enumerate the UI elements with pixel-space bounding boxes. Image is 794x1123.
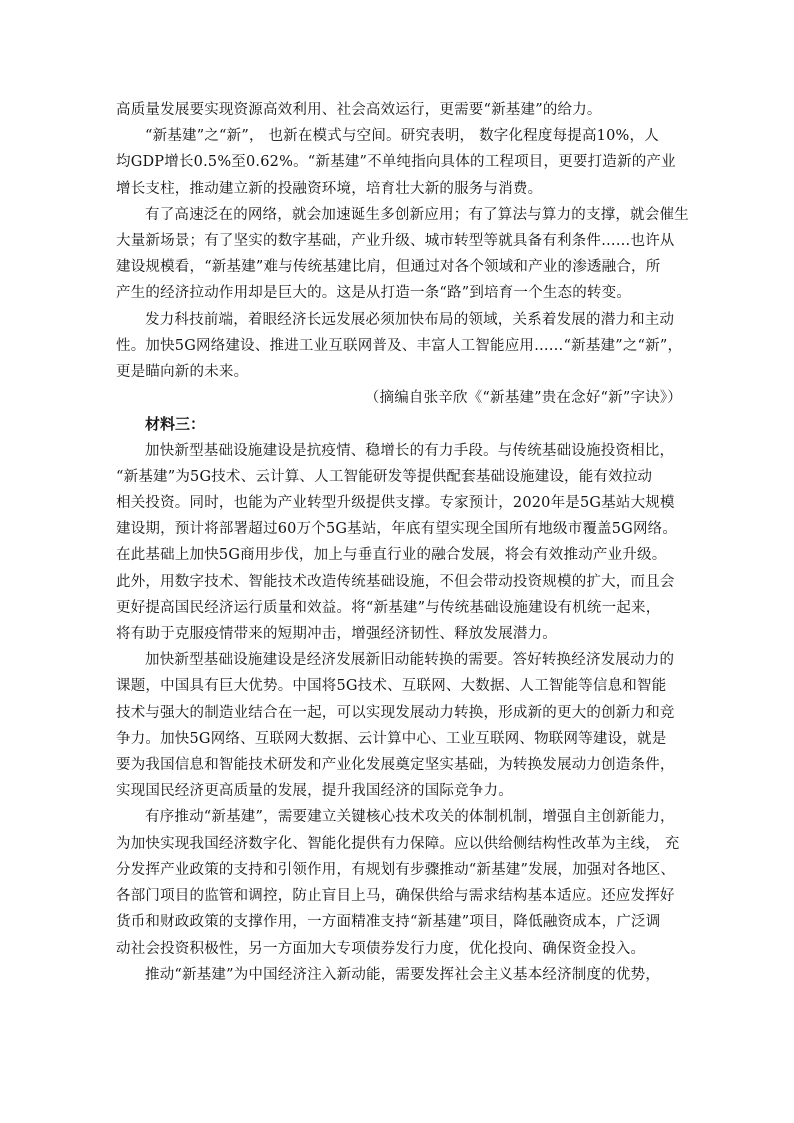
paragraph-line: 推动“新基建”为中国经济注入新动能，需要发挥社会主义基本经济制度的优势， (145, 966, 661, 983)
paragraph-line: 产生的经济拉动作用却是巨大的。这是从打造一条“路”到培育一个生态的转变。 (116, 285, 632, 302)
paragraph-line: 相关投资。同时，也能为产业转型升级提供支撑。专家预计，2020年是5G基站大规模 (116, 495, 675, 512)
paragraph-line: 实现国民经济更高质量的发展，提升我国经济的国际竞争力。 (116, 783, 513, 800)
paragraph-line: 高质量发展要实现资源高效利用、社会高效运行，更需要“新基建”的给力。 (116, 102, 602, 118)
paragraph-line: 加快新型基础设施建设是经济发展新旧动能转换的需要。答好转换经济发展动力的 (145, 652, 675, 669)
paragraph-line: 更好提高国民经济运行质量和效益。将“新基建”与传统基础设施建设有机统一起来， (116, 599, 661, 616)
paragraph-line: “新基建”为5G技术、云计算、人工智能研发等提供配套基础设施建设，能有效拉动 (116, 468, 653, 485)
source-citation: （摘编自张辛欣《“新基建”贵在念好“新”字诀》） (364, 390, 682, 407)
section-title: 材料三： (145, 415, 206, 434)
paragraph-line: 均GDP增长0.5%至0.62%。“新基建”不单纯指向具体的工程项目，更要打造新的产业 (116, 154, 676, 171)
paragraph-line: 性。加快5G网络建设、推进工业互联网普及、丰富人工智能应用……“新基建”之“新”， (116, 337, 683, 354)
paragraph-line: “新基建”之“新”， 也新在模式与空间。研究表明， 数字化程度每提高10%，人 (145, 128, 659, 145)
paragraph-line: 分发挥产业政策的支持和引领作用，有规划有步骤推动“新基建”发展，加强对各地区、 (116, 861, 676, 878)
paragraph-line: 有了高速泛在的网络，就会加速诞生多创新应用；有了算法与算力的支撑，就会催生 (145, 206, 689, 223)
paragraph-line: 建设规模看，“新基建”难与传统基建比肩，但通过对各个领域和产业的渗透融合，所 (116, 259, 661, 276)
paragraph-line: 为加快实现我国经济数字化、智能化提供有力保障。应以供给侧结构性改革为主线， 充 (116, 835, 680, 852)
paragraph-line: 加快新型基础设施建设是抗疫情、稳增长的有力手段。与传统基础设施投资相比， (145, 442, 675, 459)
paragraph-line: 货币和财政政策的支撑作用，一方面精准支持“新基建”项目，降低融资成本，广泛调 (116, 914, 661, 931)
paragraph-line: 动社会投资积极性，另一方面加大专项债券发行力度，优化投向、确保资金投入。 (116, 940, 646, 957)
paragraph-line: 更是瞄向新的未来。 (116, 364, 249, 381)
paragraph-line: 发力科技前端，着眼经济长远发展必须加快布局的领域，关系着发展的潜力和主动 (145, 311, 675, 328)
paragraph-line: 增长支柱，推动建立新的投融资环境，培育壮大新的服务与消费。 (116, 180, 543, 197)
document-page (116, 97, 689, 988)
paragraph-line: 将有助于克服疫情带来的短期冲击，增强经济韧性、释放发展潜力。 (116, 626, 557, 643)
paragraph-line: 建设期，预计将部署超过60万个5G基站，年底有望实现全国所有地级市覆盖5G网络。 (116, 521, 678, 538)
paragraph-line: 有序推动“新基建”，需要建立关键核心技术攻关的体制机制，增强自主创新能力， (145, 809, 675, 826)
paragraph-line: 技术与强大的制造业结合在一起，可以实现发展动力转换，形成新的更大的创新力和竞 (116, 704, 675, 721)
paragraph-line: 要为我国信息和智能技术研发和产业化发展奠定坚实基础，为转换发展动力创造条件， (116, 757, 675, 774)
paragraph-line: 大量新场景；有了坚实的数字基础，产业升级、城市转型等就具备有利条件……也许从 (116, 233, 675, 250)
paragraph-line: 此外，用数字技术、智能技术改造传统基础设施，不但会带动投资规模的扩大，而且会 (116, 573, 675, 590)
paragraph-line: 在此基础上加快5G商用步伐，加上与垂直行业的融合发展，将会有效推动产业升级。 (116, 547, 667, 564)
paragraph-line: 争力。加快5G网络、互联网大数据、云计算中心、工业互联网、物联网等建设，就是 (116, 730, 667, 747)
paragraph-line: 课题，中国具有巨大优势。中国将5G技术、互联网、大数据、人工智能等信息和智能 (116, 678, 667, 695)
paragraph-line: 各部门项目的监管和调控，防止盲目上马，确保供给与需求结构基本适应。还应发挥好 (116, 888, 675, 905)
